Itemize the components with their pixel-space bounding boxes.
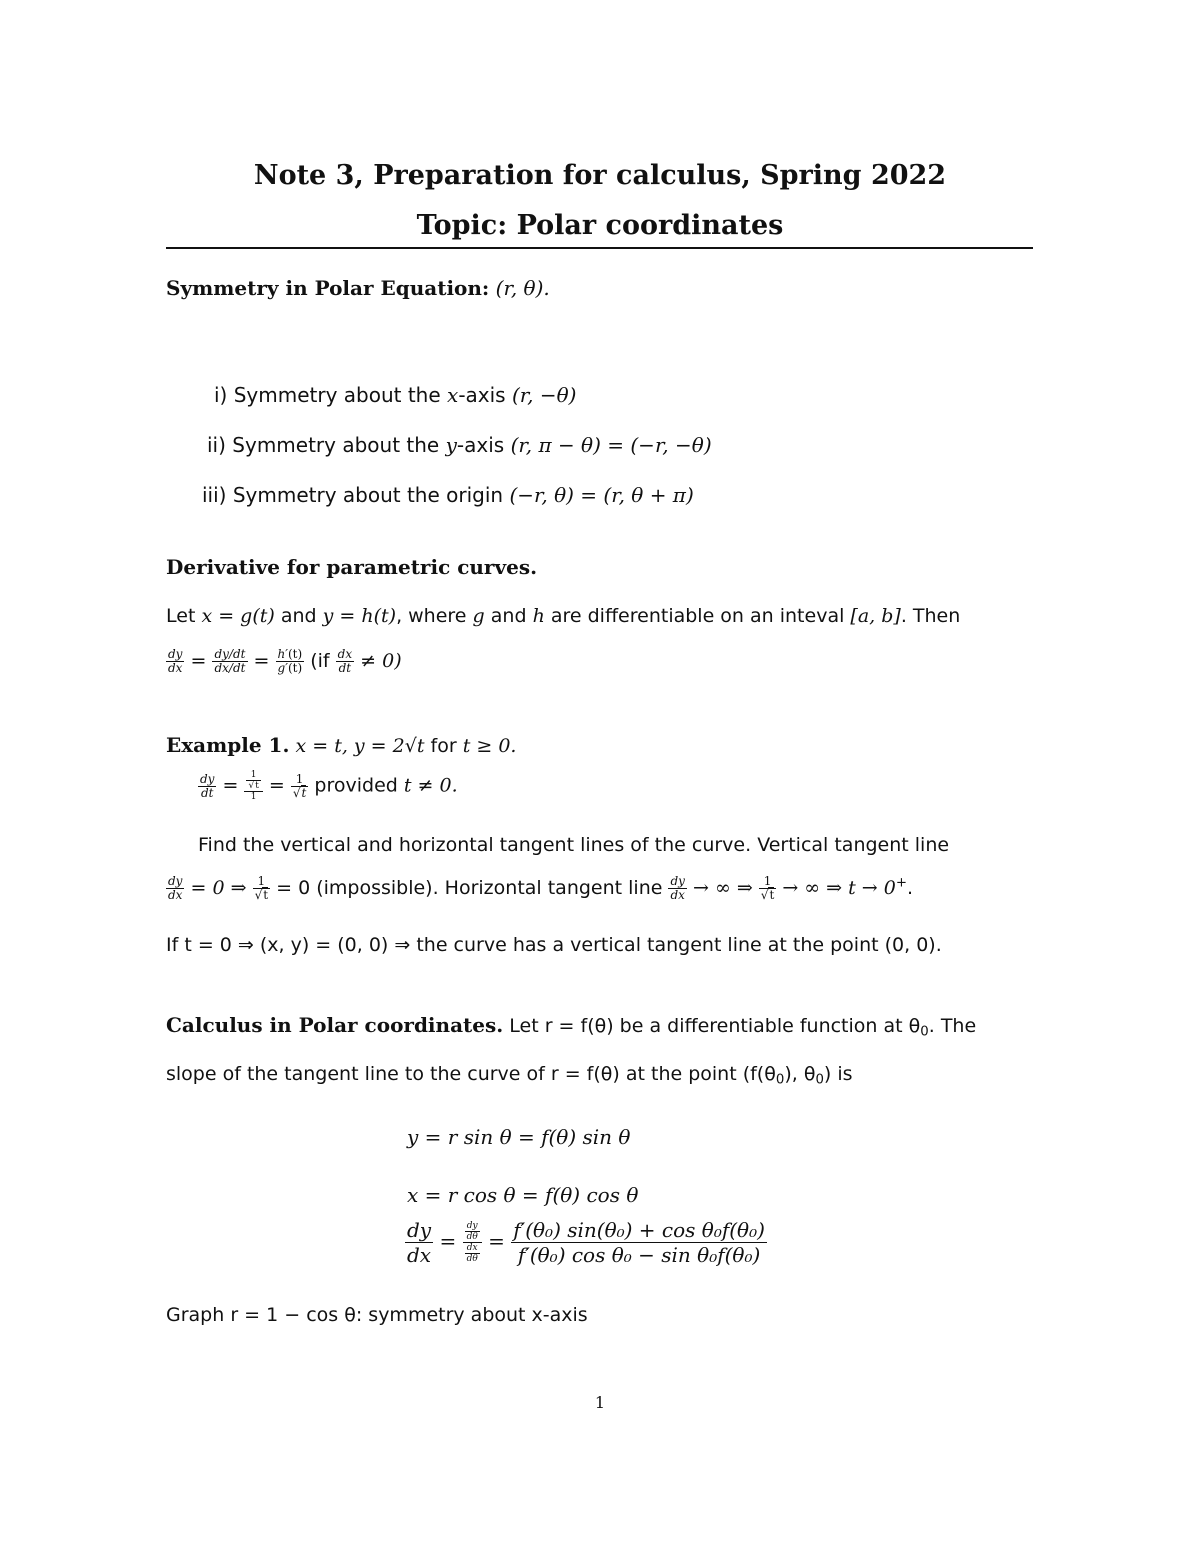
text-where: , where (396, 605, 467, 627)
item-rest: -axis (458, 383, 506, 407)
derivative-heading: Derivative for parametric curves. (166, 555, 538, 579)
math-neq-zero: ≠ 0) (360, 650, 402, 672)
derivative-heading-line (166, 555, 537, 579)
polar-calc-text-2-mid: ), θ (784, 1063, 816, 1085)
example1-heading-line (166, 733, 516, 757)
example1-statement: x = t, y = 2√t (295, 735, 425, 757)
item-label: ii) (207, 433, 226, 457)
item-math: (−r, θ) = (r, θ + π) (509, 483, 694, 507)
item-text: Symmetry about the (233, 383, 441, 407)
math-provided-cond: t ≠ 0. (403, 774, 458, 797)
frac-polar-slope: $\frac{\text{f′(θ₀) sin(θ₀) + cos θ₀f(θ₀)}}{\text{f′(θ₀) cos θ₀ − sin θ₀f(θ₀)}}$ (513, 1218, 765, 1267)
example1-for: for (430, 735, 457, 757)
frac-dtheta: $\frac{\frac{dy}{d\theta}}{\frac{dx}{d\theta}}$ (463, 1221, 482, 1264)
document-topic: Topic: Polar coordinates (416, 210, 784, 241)
math-y-eq-h: y = h(t) (322, 605, 397, 627)
example1-find: Find the vertical and horizontal tangent lines of the curve. Vertical tangent line (198, 834, 950, 856)
text-and: and (280, 605, 317, 627)
example1-conclusion: If t = 0 ⇒ (x, y) = (0, 0) ⇒ the curve has a vertical tangent line at the point (0, 0). (166, 934, 942, 956)
frac-dy-dx-3: $\frac{dy}{dx}$ (670, 874, 685, 902)
polar-calc-text-2-end: ) is (823, 1063, 853, 1085)
derivative-line-1 (166, 605, 960, 627)
symmetry-heading-line (166, 276, 550, 300)
math-g: g (472, 605, 485, 627)
text-differentiable: are differentiable on an inteval (550, 605, 845, 627)
title-divider (166, 247, 1033, 249)
item-var: x (447, 383, 459, 407)
symmetry-item-1 (214, 383, 576, 407)
frac-one-sqrt-t: $\frac{1}{√t}$ (292, 771, 307, 800)
text-vertical-result: = 0 (impossible). Horizontal tangent line (276, 877, 663, 899)
frac-dydt-dxdt: $\frac{dy/dt}{dx/dt}$ (214, 647, 246, 675)
example1-cond: t ≥ 0. (462, 735, 517, 757)
math-x-eq-g: x = g(t) (201, 605, 275, 627)
item-label: i) (214, 383, 228, 407)
frac-dy-dx-big: $\frac{dy}{dx}$ (407, 1218, 432, 1267)
item-label: iii) (202, 483, 227, 507)
frac-h-g: $\frac{h'(t)}{g'(t)}$ (277, 647, 303, 675)
example1-derivative: $\frac{dy}{dt}$ = $\frac{\frac{1}{√t}}{1}$ = $\frac{1}{√t}$ provided t ≠ 0. (200, 770, 458, 802)
symmetry-item-2 (207, 433, 712, 457)
frac-one-sqrt-t-3: $\frac{1}{√t}$ (760, 874, 775, 902)
graph-line: Graph r = 1 − cos θ: symmetry about x-axis (166, 1304, 588, 1326)
polar-calc-line-1: Calculus in Polar coordinates. Let r = f(θ) be a differentiable function at $\theta_0$. The (166, 1013, 977, 1040)
item-math: (r, π − θ) = (−r, −θ) (510, 433, 712, 457)
item-text: Symmetry about the origin (232, 483, 504, 507)
frac-dy-dt: $\frac{dy}{dt}$ (200, 771, 215, 800)
item-math: (r, −θ) (511, 383, 577, 407)
math-sup-plus: + (895, 875, 907, 891)
frac-dy-dx-2: $\frac{dy}{dx}$ (168, 874, 183, 902)
text-and-2: and (490, 605, 527, 627)
item-text: Symmetry about the (232, 433, 440, 457)
text-if: (if (310, 650, 330, 672)
polar-calc-text-1: Let r = f(θ) be a differentiable function at θ (509, 1015, 921, 1037)
text-then: . Then (900, 605, 961, 627)
equation-x: x = r cos θ = f(θ) cos θ (407, 1183, 639, 1207)
polar-calc-line-2: slope of the tangent line to the curve of r = f(θ) at the point ($f(\theta_0)$, $\theta_0$) is (166, 1063, 853, 1088)
polar-calc-heading: Calculus in Polar coordinates. (166, 1013, 504, 1037)
math-horizontal-result: → ∞ ⇒ t → 0 (782, 877, 896, 899)
page-number: 1 (594, 1393, 606, 1412)
equation-slope: $\frac{dy}{dx}$ = $\frac{\frac{dy}{d\theta}}{\frac{dx}{d\theta}}$ = $\frac{\text{f′(θ₀) sin(θ₀) + cos θ₀f(θ₀)}}{\text{f′(θ₀) cos θ₀ − sin θ₀f(θ₀)}}$ (407, 1218, 765, 1267)
frac-dx-dt: $\frac{dx}{dt}$ (337, 647, 353, 675)
math-interval: [a, b] (850, 605, 901, 627)
item-rest: -axis (456, 433, 505, 457)
example1-heading: Example 1. (166, 733, 290, 757)
text-let: Let (166, 605, 196, 627)
text-provided: provided (314, 774, 398, 797)
symmetry-heading: Symmetry in Polar Equation: (166, 276, 490, 300)
frac-one-sqrt-t-2: $\frac{1}{√t}$ (254, 874, 269, 902)
math-h: h (532, 605, 545, 627)
frac-nested: $\frac{\frac{1}{√t}}{1}$ (244, 770, 262, 802)
example1-tangent-line: $\frac{dy}{dx}$ = 0 ⇒ $\frac{1}{√t}$ = 0 (impossible). Horizontal tangent line $\frac{dy}{dx}$ → ∞ ⇒ $\frac{1}{√t}$ → ∞ ⇒ t → 0+. (168, 874, 914, 902)
frac-dy-dx: $\frac{dy}{dx}$ (168, 647, 183, 675)
symmetry-heading-math: (r, θ). (495, 276, 550, 300)
symmetry-item-3 (202, 483, 694, 507)
polar-calc-text-1-end: . The (928, 1015, 977, 1037)
item-var: y (445, 433, 457, 457)
derivative-formula: $\frac{dy}{dx}$ = $\frac{dy/dt}{dx/dt}$ = $\frac{h'(t)}{g'(t)}$ (if $\frac{dx}{dt}$ ≠ 0) (168, 647, 402, 675)
document-title: Note 3, Preparation for calculus, Spring 2022 (253, 160, 947, 191)
equation-y: y = r sin θ = f(θ) sin θ (407, 1125, 631, 1149)
polar-calc-text-2: slope of the tangent line to the curve of r = f(θ) at the point (f(θ (166, 1063, 776, 1085)
